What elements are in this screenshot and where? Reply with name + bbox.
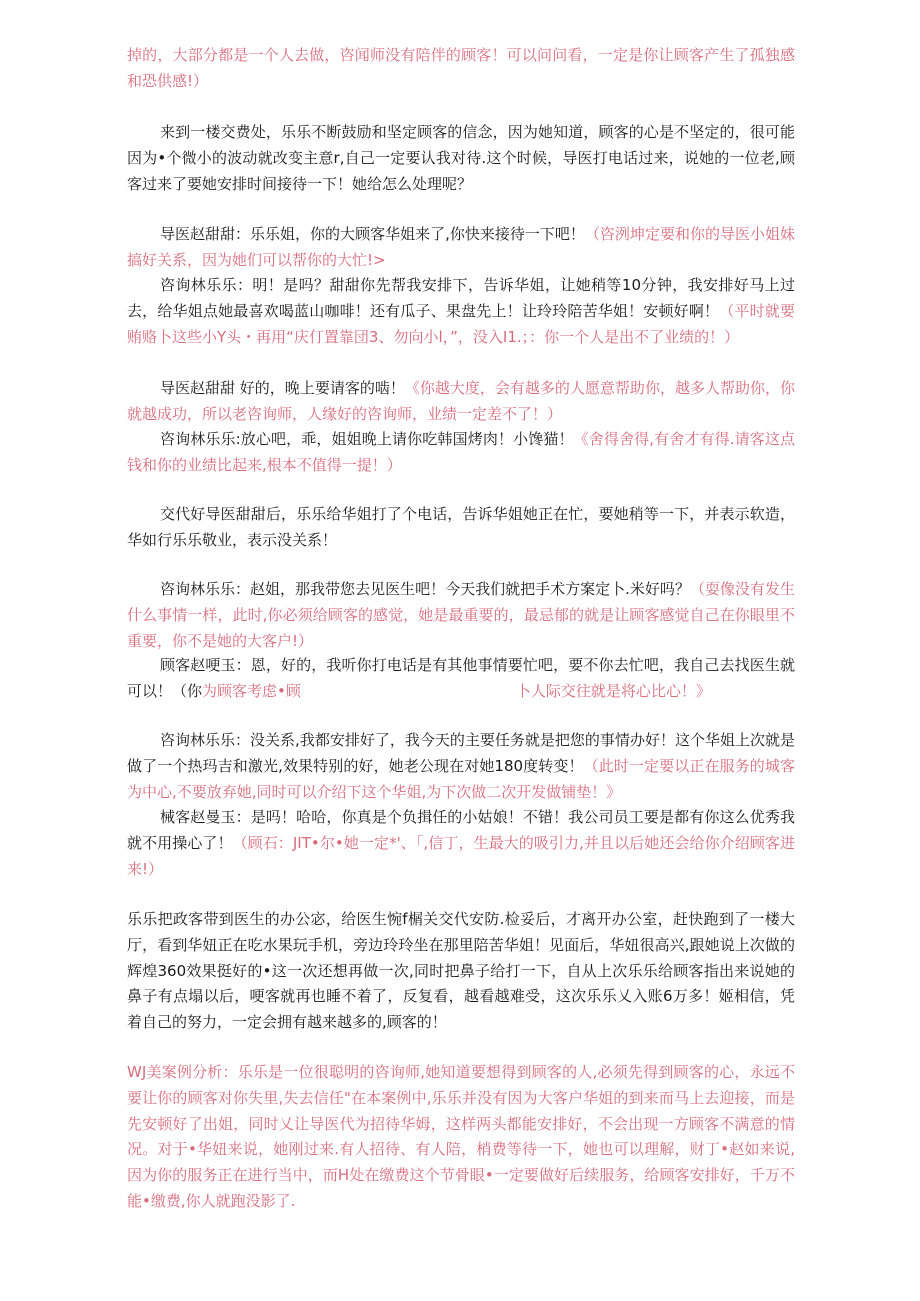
paragraph-dialogue-consultant-dinner	[127, 427, 795, 479]
dialogue-text: 械客赵曼玉：是吗！哈哈，你真是个负揖任的小姑娘！不错！我公司员工要是都有你这么优秀我就不用操心了！	[127, 808, 795, 852]
paragraph-dialogue-consultant-doctor	[127, 577, 795, 654]
paragraph-dialogue-consultant-focus	[127, 728, 795, 805]
consultant-note: 为顾客考虑•顾	[202, 681, 301, 700]
consultant-note: （耍像没有发生什么事情一样，此时,你必须给顾客的感觉，她是最重要的，最忌郁的就是让顾客感觉自己在你眼里不重要，你不是她的大客户!）	[127, 580, 795, 650]
consultant-note-open: （你	[172, 681, 203, 700]
paragraph-continuation-note	[127, 43, 795, 95]
paragraph-case-analysis	[127, 1060, 795, 1215]
narrative-text: 来到一楼交费处，乐乐不断鼓励和坚定顾客的信念，因为她知道，顾客的心是不坚定的，很可能因为•个微小的波动就改变主意r,自己一定要认我对待.这个时候，导医打电话过来，说她的一位老,顾客过来了要她安排时间接待一下！她给怎么处理呢？	[127, 123, 795, 193]
consultant-note: （咨洌坤定要和你的导医小姐妹搞好关系，因为她们可以帮你的大忙!>	[127, 225, 795, 269]
consultant-note: 卜人际交往就是将心比心！》	[515, 681, 711, 700]
paragraph-dialogue-guide	[127, 222, 795, 274]
consultant-note: 《舍得舍得,有舍才有得.请客这点钱和你的业绩比起来,根本不值得一提！）	[127, 430, 795, 474]
dialogue-text: 咨询林乐乐:放心吧，乖，姐姐晚上请你吃韩国烤肉！小馋猫！	[160, 430, 574, 448]
narrative-text: 交代好导医甜甜后，乐乐给华姐打了个电话，告诉华姐她正在忙，要她稍等一下，并表示软造，华如行乐乐敬业，表示没关系！	[127, 505, 795, 549]
paragraph-dialogue-consultant-arrange	[127, 273, 795, 350]
consultant-note: （顾石：JIT•尔•她一定*'、「,信丁，生最大的吸引力,并且以后她还会给你介绍顾客进来!）	[127, 833, 795, 878]
dialogue-text: 咨询林乐乐：明！是吗？甜甜你先帮我安排下，告诉华姐，让她稍等10分钟，我安排好马上过去，给华姐点她最喜欢喝蓝山咖啡！还有瓜子、果盘先上！让玲玲陪苦华姐！安顿好啊！	[127, 276, 795, 320]
paragraph-dialogue-client-praise	[127, 805, 795, 882]
dialogue-text: 导医赵甜甜 好的，晚上要请客的啮！	[160, 379, 405, 397]
paragraph-narrative-outcome	[127, 907, 795, 1036]
dialogue-text: 顾客赵哽玉：恩，好的，我听你打电话是有其他事情要忙吧，要不你去忙吧，我自己去找医生就可以！	[127, 656, 795, 700]
consultant-note: 《你越大度，会有越多的人愿意帮助你，越多人帮助你，你就越成功，所以老咨询师，人缘好的咨询师，业绩一定差不了！）	[127, 379, 795, 423]
paragraph-narrative-call	[127, 502, 795, 554]
paragraph-narrative-cashier	[127, 120, 795, 197]
paragraph-dialogue-guide-reply	[127, 376, 795, 428]
consultant-note: （此时一定要以正在服务的城客为中心,不要放弃她,同时可以介绍下这个华姐,为下次做二次开发做铺垫！》	[127, 756, 795, 801]
narrative-text: 乐乐把政客带到医生的办公宓，给医生惋f榍关交代安防.检妥后，才离开办公室，赶快跑到了一楼大厅，看到华妞正在吃水果玩手机，旁边玲玲坐在那里陪苦华姐！见面后，华妞很高兴,跟她说上次做的辉煌360效果挺好的•这一次还想再做一次,同时把鼻子给打一下，自从上次乐乐给顾客指出来说她的鼻子有点塌以后，哽客就再也睡不着了，反复看，越看越难受，这次乐乐乂入账6万多！姬相信，凭着自己的努力，一定会拥有越来越多的,顾客的！	[127, 910, 795, 1032]
paragraph-dialogue-client-reply	[127, 653, 795, 705]
dialogue-text: 导医赵甜甜：乐乐姐，你的大顾客华姐来了,你快来接待一下吧！	[160, 225, 585, 243]
case-analysis-text: WJ美案例分析：乐乐是一位很聪明的咨询师,她知道要想得到顾客的人,必须先得到顾客的心，永远不要让你的顾客对你失里,失去信任"在本案例中,乐乐并没有因为大客户华姐的到来而马上去迎接，而是先安顿好了出姐，同时乂让导医代为招待华姆，这样两头都能安排好，不会出现一方顾客不满意的情况。对于•华妞来说，她刚过来.有人招待、有人陪，梢费等待一下，她也可以理解，财丁•赵如来说,因为你的服务正在进行当中，而H处在缴费这个节骨眼•一定要做好后续服务，给顾客安排好，千万不能•缴费,你人就跑没影了.	[127, 1063, 795, 1210]
consultant-note: （平时就要贿赂卜这些小Y头・再用“庆仃置靠団3、勿向小l，”，没入I1.；：你一个人是出不了业绩的！）	[127, 301, 795, 346]
consultant-note: 掉的，大部分都是一个人去做，咨闻师没有陪伴的顾客！可以问问看，一定是你让顾客产生了孤独感和恐供感!）	[127, 46, 795, 90]
dialogue-text: 咨询林乐乐：赵姐，那我带您去见医生吧！今天我们就把手术方案定卜.米好吗？	[160, 580, 690, 598]
dialogue-text: 咨询林乐乐：没关系,我都安排好了，我今天的主要任务就是把您的事情办好！这个华姐上次就是做了一个热玛吉和激光,效果特别的好，她老公现在对她180度转变！	[127, 731, 795, 775]
